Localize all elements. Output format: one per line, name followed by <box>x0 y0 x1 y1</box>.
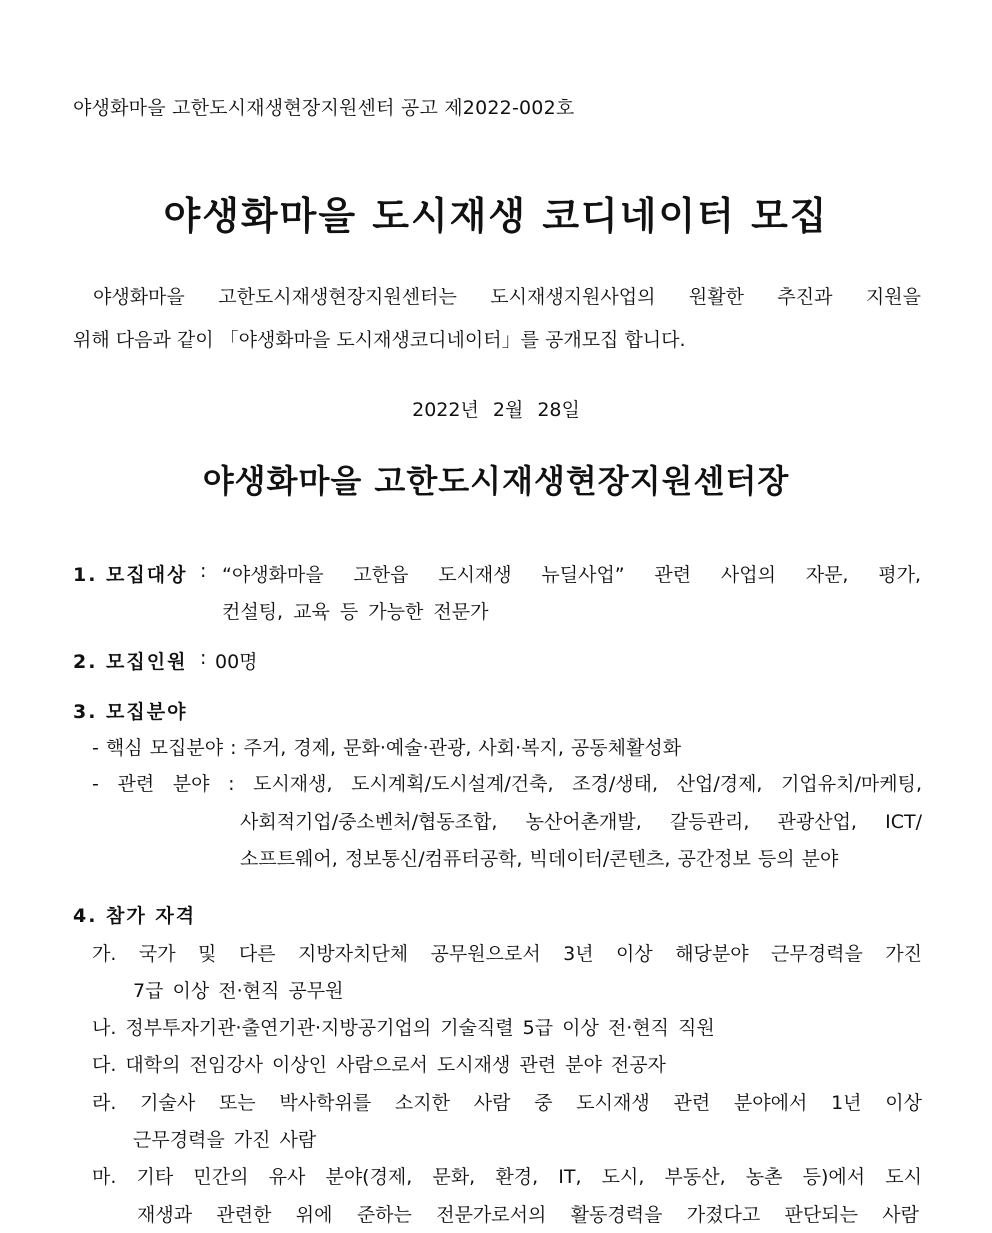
qualification-ga-line-2: 7급 이상 전·현직 공무원 <box>133 980 344 1002</box>
page-title: 야생화마을 도시재생 코디네이터 모집 <box>163 194 829 238</box>
qualification-na: 나. 정부투자기관·출연기관·지방공기업의 기술직렬 5급 이상 전·현직 직원 <box>92 1017 715 1039</box>
qualification-ra-line-1: 라. 기술사 또는 박사학위를 소지한 사람 중 도시재생 관련 분야에서 1년 이상 <box>92 1092 922 1114</box>
notice-number: 야생화마을 고한도시재생현장지원센터 공고 제2022-002호 <box>73 97 575 119</box>
announcement-date: 2022년 2월 28일 <box>412 399 580 421</box>
intro-line-2: 위해 다음과 같이 「야생화마을 도시재생코디네이터」를 공개모집 합니다. <box>73 329 686 351</box>
section-2-value: 00명 <box>215 651 258 673</box>
qualification-ra-line-2: 근무경력을 가진 사람 <box>133 1129 317 1151</box>
section-3-related-line-2: 사회적기업/중소벤처/협동조합, 농산어촌개발, 갈등관리, 관광산업, ICT/ <box>240 811 922 833</box>
section-3-core-field: - 핵심 모집분야 : 주거, 경제, 문화·예술·관광, 사회·복지, 공동체활성화 <box>92 737 682 759</box>
qualification-ma-line-1: 마. 기타 민간의 유사 분야(경제, 문화, 환경, IT, 도시, 부동산, 농촌 등)에서 도시 <box>92 1166 922 1188</box>
section-3-label: 3. 모집분야 <box>73 701 188 723</box>
section-3-related-line-3: 소프트웨어, 정보통신/컴퓨터공학, 빅데이터/콘텐츠, 공간정보 등의 분야 <box>240 848 839 870</box>
qualification-da: 다. 대학의 전임강사 이상인 사람으로서 도시재생 관련 분야 전공자 <box>92 1054 666 1076</box>
section-1-text-line-1: “야생화마을 고한읍 도시재생 뉴딜사업” 관련 사업의 자문, 평가, <box>222 564 921 586</box>
qualification-ga-line-1: 가. 국가 및 다른 지방자치단체 공무원으로서 3년 이상 해당분야 근무경력을 가진 <box>92 943 922 965</box>
section-3-related-line-1: - 관련 분야 : 도시재생, 도시계획/도시설계/건축, 조경/생태, 산업/경제, 기업유치/마케팅, <box>92 773 922 795</box>
section-4-label: 4. 참가 자격 <box>73 905 197 927</box>
qualification-ma-line-2: 재생과 관련한 위에 준하는 전문가로서의 활동경력을 가졌다고 판단되는 사람 <box>137 1204 919 1226</box>
signer: 야생화마을 고한도시재생현장지원센터장 <box>202 462 790 500</box>
section-1-text-line-2: 컨설팅, 교육 등 가능한 전문가 <box>222 601 489 623</box>
section-1-label: 1. 모집대상 <box>73 564 188 586</box>
section-2-separator: : <box>200 647 207 669</box>
section-1-separator: : <box>200 560 207 582</box>
intro-line-1: 야생화마을 고한도시재생현장지원센터는 도시재생지원사업의 원활한 추진과 지원을 <box>93 286 921 308</box>
section-2-label: 2. 모집인원 <box>73 651 188 673</box>
